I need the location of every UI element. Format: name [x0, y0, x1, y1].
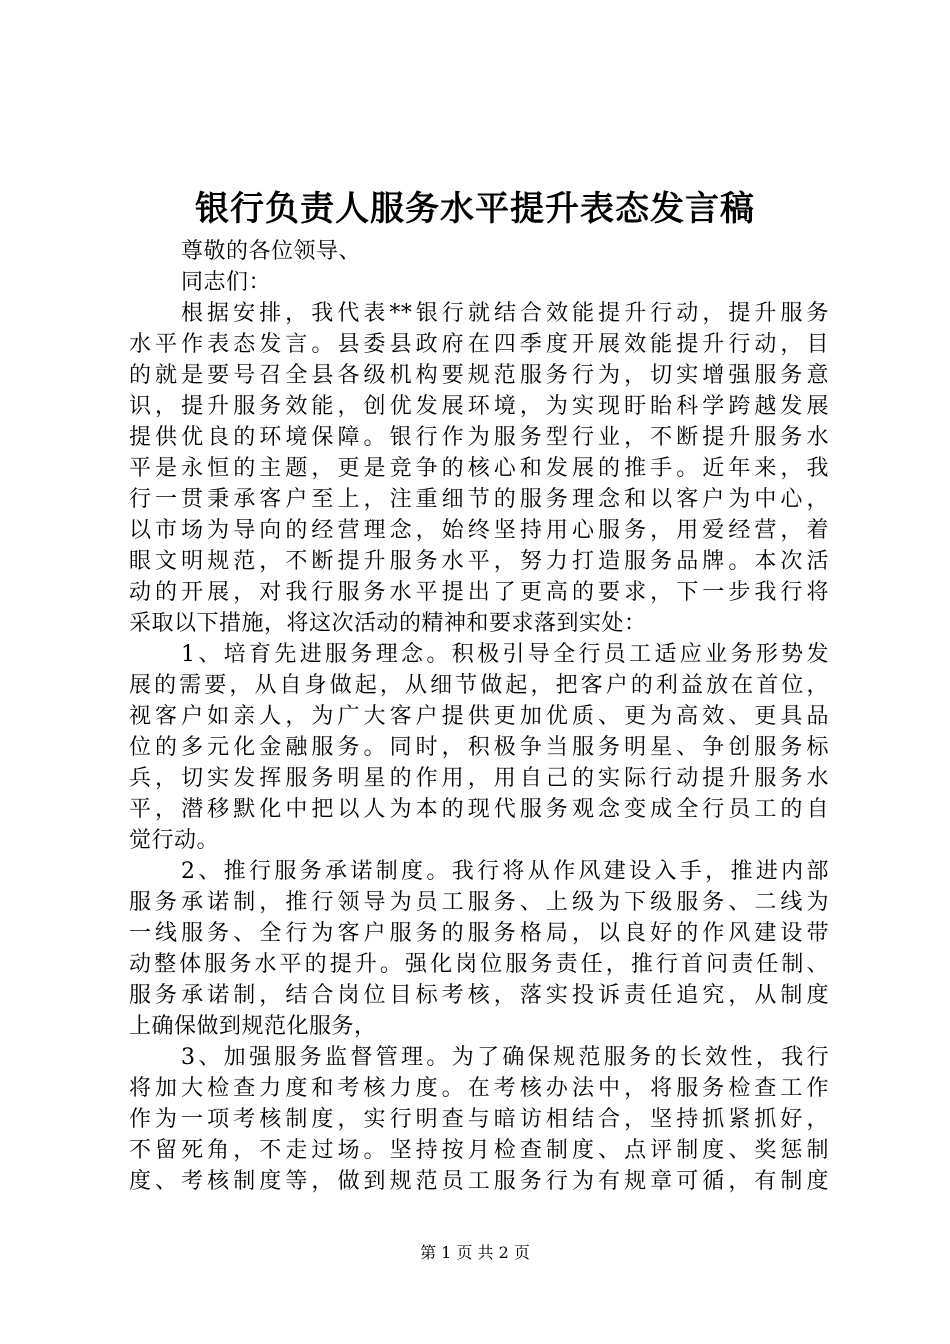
paragraph: [129, 856, 829, 1042]
paragraph-line: 的就是要号召全县各级机构要规范服务行为，切实增强服务意: [129, 363, 829, 388]
paragraph-line: 将加大检查力度和考核力度。在考核办法中，将服务检查工作: [129, 1076, 829, 1101]
paragraph-line: 视客户如亲人，为广大客户提供更加优质、更为高效、更具品: [129, 704, 829, 729]
paragraph-line: 兵，切实发挥服务明星的作用，用自己的实际行动提升服务水: [129, 766, 829, 791]
paragraph-line: 作为一项考核制度，实行明查与暗访相结合，坚持抓紧抓好，: [129, 1107, 829, 1132]
paragraph-line: 不留死角，不走过场。坚持按月检查制度、点评制度、奖惩制: [129, 1138, 829, 1163]
paragraph-line: 度、考核制度等，做到规范员工服务行为有规章可循，有制度: [129, 1169, 829, 1194]
paragraph-line: 平，潜移默化中把以人为本的现代服务观念变成全行员工的自: [129, 797, 829, 822]
page-number-footer: 第 1 页 共 2 页: [420, 1243, 530, 1262]
paragraph-line: 服务承诺制，结合岗位目标考核，落实投诉责任追究，从制度: [129, 983, 829, 1008]
paragraph: [129, 1042, 829, 1197]
paragraph-line: 动整体服务水平的提升。强化岗位服务责任，推行首问责任制、: [129, 952, 829, 977]
document-body: [129, 236, 829, 1197]
paragraph-line: 水平作表态发言。县委县政府在四季度开展效能提升行动，目: [129, 332, 829, 357]
paragraph-line: 觉行动。: [129, 828, 220, 853]
document-title: 银行负责人服务水平提升表态发言稿: [195, 189, 755, 229]
paragraph-line: 以市场为导向的经营理念，始终坚持用心服务，用爱经营，着: [129, 518, 829, 543]
paragraph-line: 眼文明规范，不断提升服务水平，努力打造服务品牌。本次活: [129, 549, 829, 574]
paragraph-line: 展的需要，从自身做起，从细节做起，把客户的利益放在首位，: [129, 673, 829, 698]
paragraph: [129, 298, 829, 639]
paragraph: [129, 639, 829, 856]
paragraph-line: 1、培育先进服务理念。积极引导全行员工适应业务形势发: [181, 642, 829, 667]
salutation-line: 尊敬的各位领导、: [181, 239, 362, 264]
paragraph-line: 行一贯秉承客户至上，注重细节的服务理念和以客户为中心，: [129, 487, 829, 512]
paragraph-line: 识，提升服务效能，创优发展环境，为实现盱眙科学跨越发展: [129, 394, 829, 419]
paragraph-line: 平是永恒的主题，更是竞争的核心和发展的推手。近年来，我: [129, 456, 829, 481]
paragraph-line: 根据安排，我代表**银行就结合效能提升行动，提升服务: [181, 301, 829, 326]
paragraph-line: 采取以下措施，将这次活动的精神和要求落到实处：: [129, 611, 647, 636]
paragraph-line: 提供优良的环境保障。银行作为服务型行业，不断提升服务水: [129, 425, 829, 450]
salutation-line: 同志们：: [181, 270, 272, 295]
paragraph-line: 2、推行服务承诺制度。我行将从作风建设入手，推进内部: [181, 859, 829, 884]
paragraph-line: 动的开展，对我行服务水平提出了更高的要求，下一步我行将: [129, 580, 829, 605]
paragraph-line: 位的多元化金融服务。同时，积极争当服务明星、争创服务标: [129, 735, 829, 760]
paragraph-line: 服务承诺制，推行领导为员工服务、上级为下级服务、二线为: [129, 890, 829, 915]
paragraph-line: 3、加强服务监督管理。为了确保规范服务的长效性，我行: [181, 1045, 829, 1070]
paragraph-line: 上确保做到规范化服务，: [129, 1014, 377, 1039]
paragraph-line: 一线服务、全行为客户服务的服务格局，以良好的作风建设带: [129, 921, 829, 946]
